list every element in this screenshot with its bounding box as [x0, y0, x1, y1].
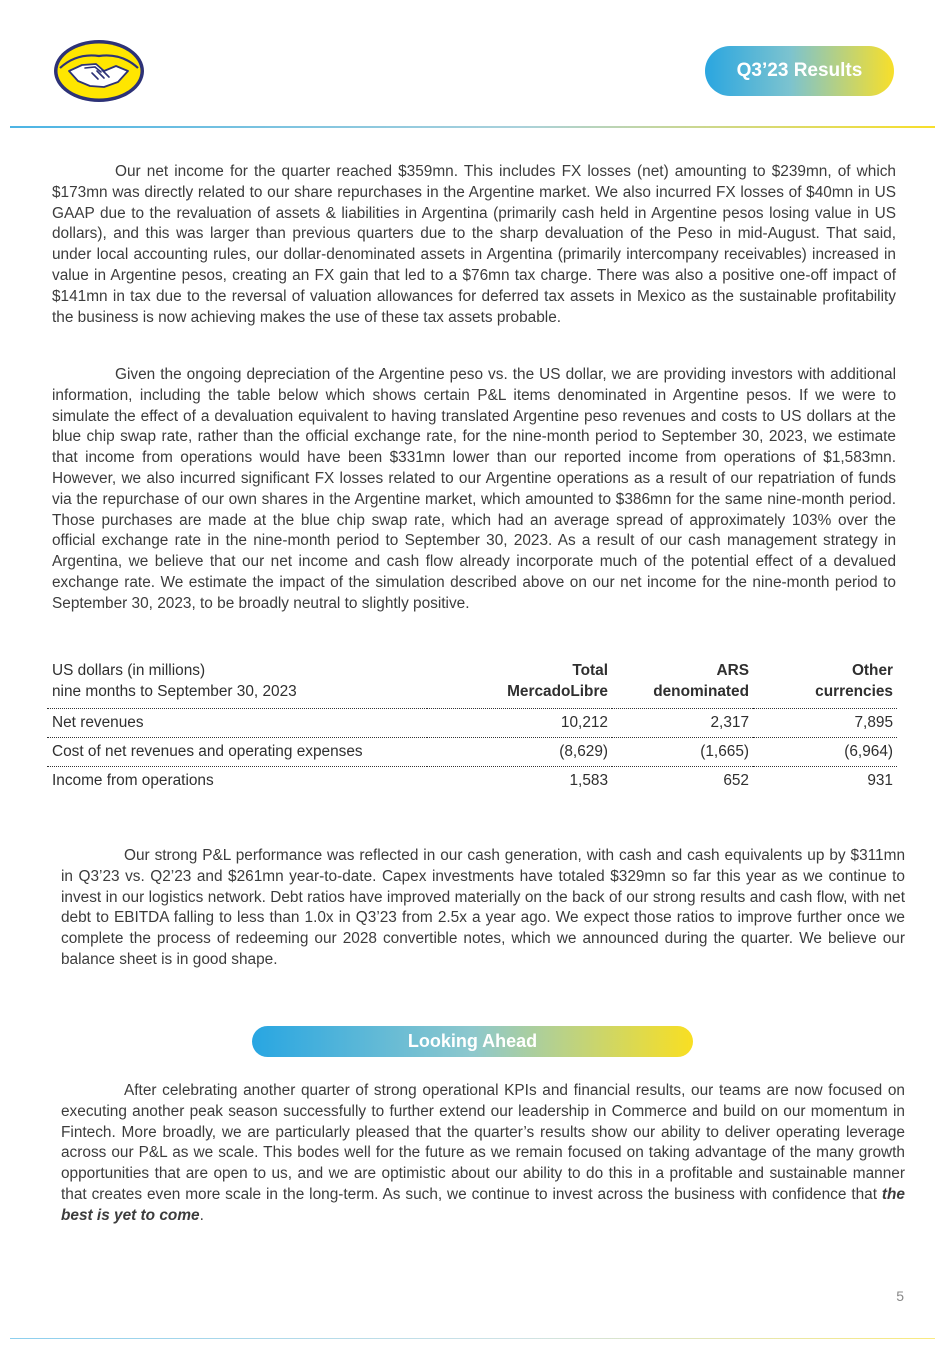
- cash-generation-paragraph: Our strong P&L performance was reflected in our cash generation, with cash and cash equivalents up by $311mn in Q3’23 vs. Q2’23 and $261mn year-to-date. Capex investments have totaled $329mn so far this year as we continue to invest in our logistics network. Debt ratios have improved materially on the back of our strong results and cash flow, with net debt to EBITDA falling to less than 1.0x in Q3’23 from 2.5x a year ago. We expect those ratios to improve further once we complete the process of redeeming our 2028 convertible notes, which we announced during the quarter. We believe our balance sheet is in good shape.: [61, 847, 905, 968]
- cell-other: 7,895: [854, 714, 893, 731]
- table-header-other: Other currencies: [815, 662, 893, 700]
- cell-ars: 2,317: [710, 714, 749, 731]
- net-income-paragraph: Our net income for the quarter reached $359mn. This includes FX losses (net) amounting to $239mn, of which $173mn was directly related to our share repurchases in the Argentine market. We also incurred FX losses of $40mn in US GAAP due to the revaluation of assets & liabilities in Argentina (primarily cash held in Argentine pesos losing value in US dollars), and this was larger than previous quarters due to the sharp devaluation of the Peso in mid-August. That said, under local accounting rules, our dollar-denominated assets in Argentina (primarily intercompany receivables) increased in value in Argentine pesos, creating an FX gain that led to a $76mn tax charge. There was also a positive one-off impact of $141mn in tax due to the reversal of valuation allowances for deferred tax assets in Mexico as the sustainable profitability the business is now achieving makes the use of these tax assets probable.: [52, 163, 896, 326]
- row-label: Income from operations: [52, 772, 214, 789]
- mercadolibre-logo: [52, 38, 146, 104]
- ars-pl-table: [47, 660, 897, 795]
- page-number: 5: [896, 1288, 904, 1304]
- cell-other: 931: [867, 772, 893, 789]
- cell-other: (6,964): [844, 743, 893, 760]
- looking-ahead-text: After celebrating another quarter of strong operational KPIs and financial results, our teams are now focused on executing another peak season successfully to further extend our leadership in Commerce and build on our momentum in Fintech. More broadly, we are particularly pleased that the quarter’s results show our ability to deliver operating leverage across our P&L as we scale. This bodes well for the future as we remain focused on taking advantage of the many growth opportunities that are open to us, and we are optimistic about our ability to do this in a profitable and sustainable manner that creates even more scale in the long-term. As such, we continue to invest across the business with confidence that: [61, 1082, 905, 1203]
- row-label: Net revenues: [52, 714, 144, 731]
- row-label: Cost of net revenues and operating expenses: [52, 743, 363, 760]
- cell-total: 10,212: [560, 714, 608, 731]
- table-header-ars: ARS denominated: [653, 662, 749, 700]
- table-row: [47, 709, 897, 738]
- cell-total: (8,629): [559, 743, 608, 760]
- looking-ahead-heading: Looking Ahead: [252, 1026, 693, 1057]
- closing-emphasis: the best is yet to come: [61, 1185, 905, 1224]
- table-header-row: [47, 660, 897, 709]
- table-header-total: Total MercadoLibre: [507, 662, 608, 700]
- looking-ahead-paragraph: [61, 1081, 905, 1227]
- cell-ars: 652: [723, 772, 749, 789]
- cell-total: 1,583: [569, 772, 608, 789]
- footer-divider: [10, 1338, 935, 1339]
- closing-period: .: [199, 1206, 204, 1224]
- table-row: [47, 738, 897, 767]
- table-header-label: US dollars (in millions) nine months to September 30, 2023: [52, 662, 297, 700]
- argentine-peso-paragraph: Given the ongoing depreciation of the Argentine peso vs. the US dollar, we are providing investors with additional information, including the table below which shows certain P&L items denominated in Argentine pesos. If we were to simulate the effect of a devaluation equivalent to having translated Argentine peso revenues and costs to US dollars at the blue chip swap rate, rather than the official exchange rate, for the nine-month period to September 30, 2023, we estimate that income from operations would have been $331mn lower than our reported income from operations of $1,583mn. However, we also incurred significant FX losses related to our Argentine operations as a result of our repatriation of funds via the repurchase of our own shares in the Argentine market, which amounted to $386mn for the same nine-month period. Those purchases are made at the blue chip swap rate, which had an average spread of approximately 103% over the official exchange rate in the nine-month period to September 30, 2023. As a result of our cash management strategy in Argentina, we believe that our net income and cash flow already incorporate much of the potential effect of a devalued exchange rate. We estimate the impact of the simulation described above on our net income for the nine-month period to September 30, 2023, to be broadly neutral to slightly positive.: [52, 366, 896, 612]
- table-row: [47, 767, 897, 796]
- report-period-badge: Q3’23 Results: [705, 46, 894, 96]
- header-divider: [10, 126, 935, 128]
- cell-ars: (1,665): [700, 743, 749, 760]
